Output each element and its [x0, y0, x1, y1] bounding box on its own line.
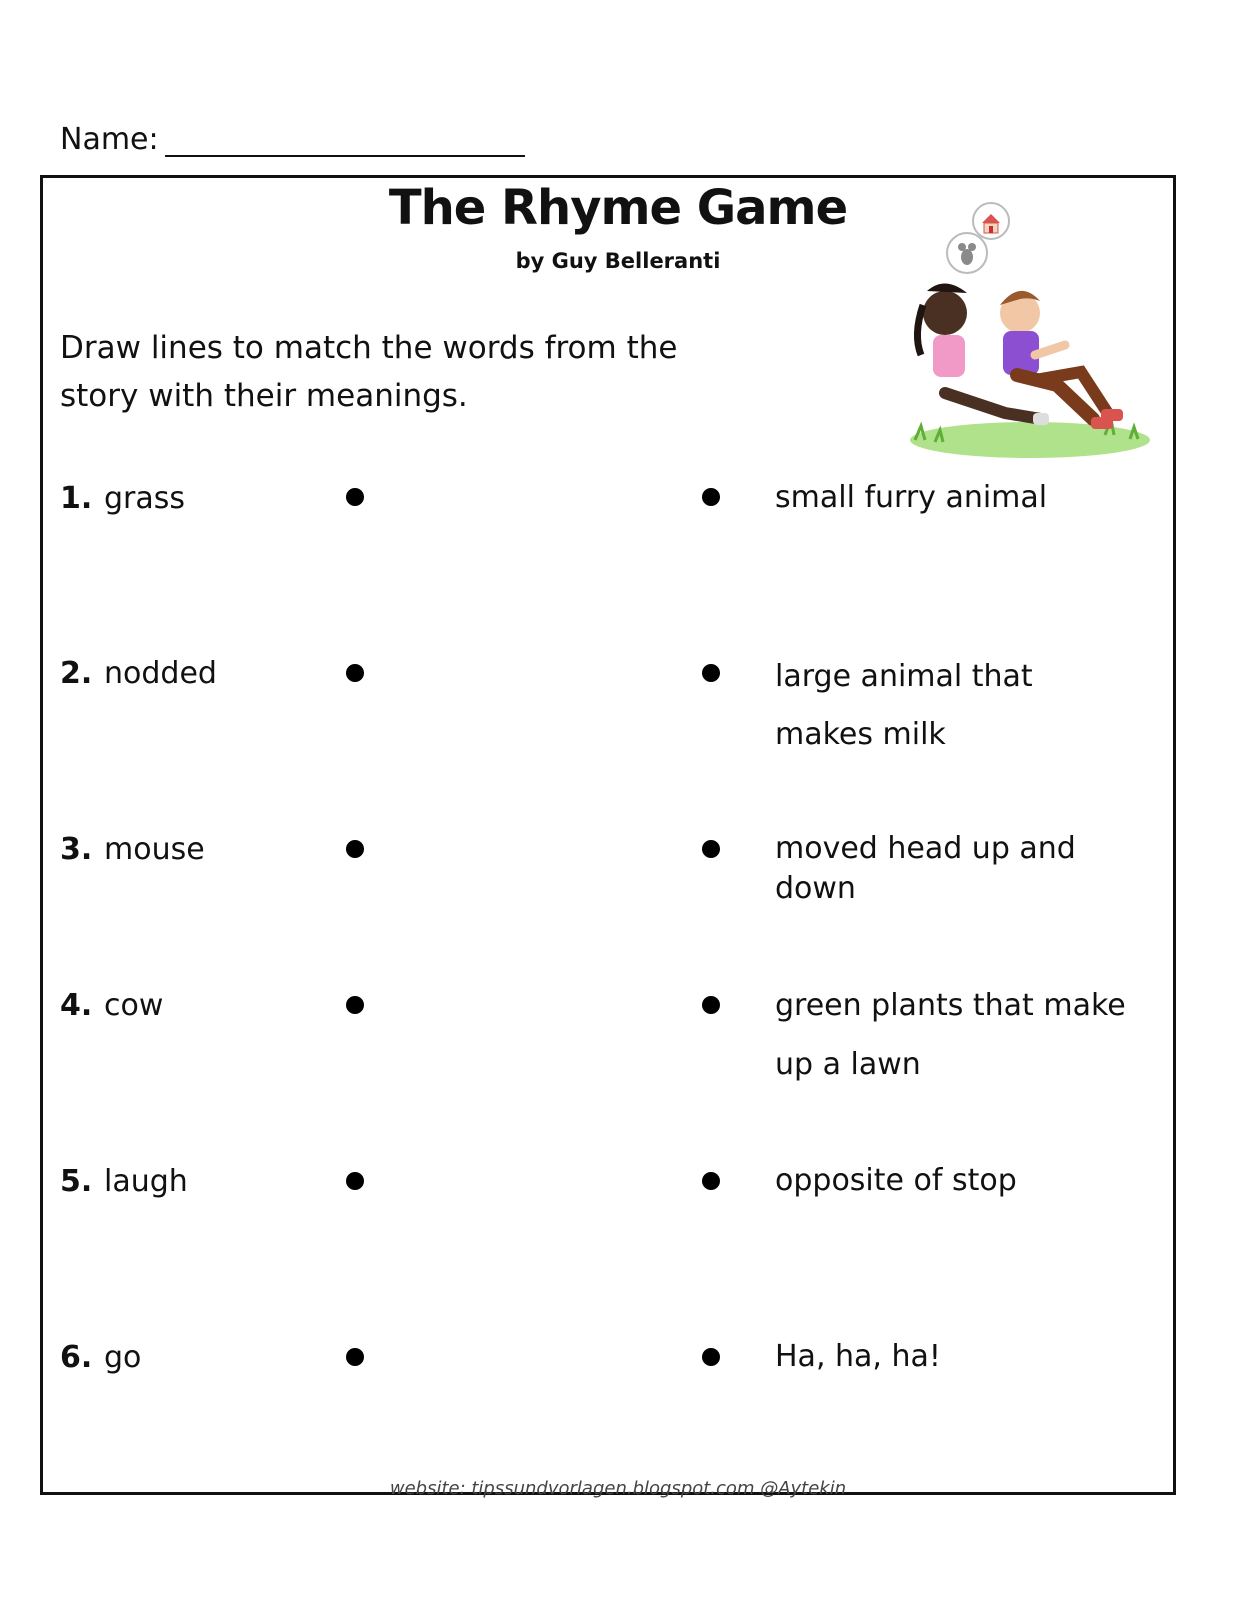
term-dot[interactable] [346, 1348, 364, 1366]
term-row [60, 1337, 141, 1377]
meaning-dot[interactable] [702, 1348, 720, 1366]
term-row [60, 829, 205, 869]
term-dot[interactable] [346, 488, 364, 506]
worksheet-title: The Rhyme Game [388, 180, 848, 236]
term-number: 3. [60, 831, 93, 867]
term-dot[interactable] [346, 840, 364, 858]
name-blank-line[interactable] [165, 127, 525, 157]
meaning-text: opposite of stop [775, 1163, 1017, 1198]
term-row [60, 478, 185, 518]
meaning-text: large animal that makes milk [775, 659, 1033, 752]
term-number: 5. [60, 1163, 93, 1199]
term-word: mouse [104, 831, 205, 867]
meaning-dot[interactable] [702, 488, 720, 506]
meaning-text: green plants that make up a lawn [775, 988, 1126, 1082]
name-field [60, 122, 525, 157]
children-talking-illustration [905, 195, 1155, 465]
meaning-dot[interactable] [702, 664, 720, 682]
instructions-text: Draw lines to match the words from the story with their meanings. [60, 330, 678, 414]
term-row [60, 653, 217, 693]
term-word: cow [104, 987, 164, 1023]
term-number: 4. [60, 987, 93, 1023]
term-dot[interactable] [346, 996, 364, 1014]
meaning-dot[interactable] [702, 996, 720, 1014]
term-number: 1. [60, 480, 93, 516]
term-word: go [104, 1339, 142, 1375]
name-label: Name: [60, 122, 159, 157]
term-dot[interactable] [346, 1172, 364, 1190]
author-byline: by Guy Belleranti [515, 249, 721, 273]
meaning-dot[interactable] [702, 840, 720, 858]
term-row [60, 985, 163, 1025]
term-word: nodded [104, 655, 217, 691]
term-word: grass [104, 480, 186, 516]
term-row [60, 1161, 188, 1201]
meaning-text: moved head up and down [775, 831, 1076, 906]
meaning-dot[interactable] [702, 1172, 720, 1190]
term-dot[interactable] [346, 664, 364, 682]
term-number: 6. [60, 1339, 93, 1375]
footer-credit: website: tipssundvorlagen.blogspot.com @Aytekin [389, 1478, 847, 1499]
meaning-text: small furry animal [775, 480, 1048, 515]
meaning-text: Ha, ha, ha! [775, 1339, 941, 1374]
term-number: 2. [60, 655, 93, 691]
term-word: laugh [104, 1163, 188, 1199]
